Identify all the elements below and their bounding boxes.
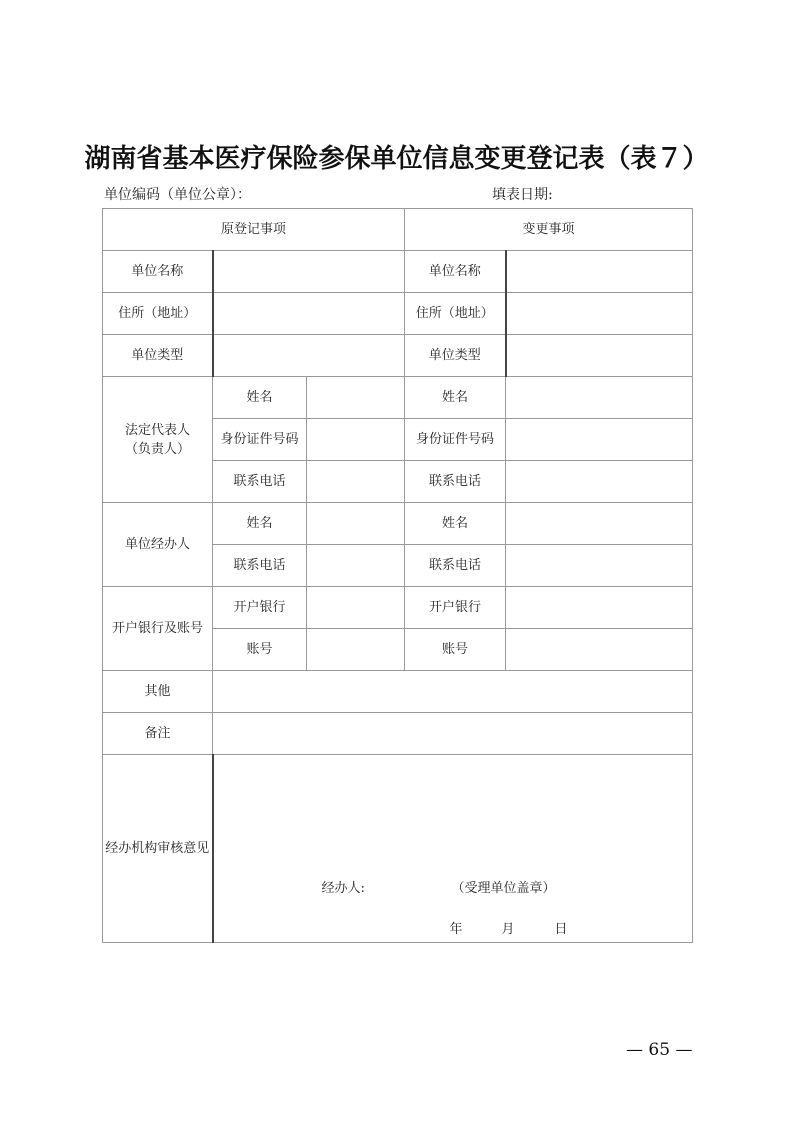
reviewer-label: 经办人: (321, 881, 365, 896)
label-bank-new: 开户银行 (405, 587, 506, 629)
input-review[interactable] (213, 755, 693, 943)
month-label: 月 (501, 922, 515, 937)
seal-label: （受理单位盖章） (451, 881, 556, 896)
label-legal-rep-id-new: 身份证件号码 (405, 419, 506, 461)
input-remarks[interactable] (213, 713, 693, 755)
label-account-new: 账号 (405, 629, 506, 671)
input-orig-legal-rep-id[interactable] (307, 419, 405, 461)
label-handler-name-new: 姓名 (405, 503, 506, 545)
label-legal-rep-phone-new: 联系电话 (405, 461, 506, 503)
registration-form-table (102, 208, 693, 943)
table-row (103, 671, 693, 713)
label-legal-rep-id: 身份证件号码 (213, 419, 307, 461)
table-row (103, 293, 693, 335)
input-new-unit-type[interactable] (506, 335, 693, 377)
input-new-legal-rep-name[interactable] (506, 377, 693, 419)
input-new-address[interactable] (506, 293, 693, 335)
label-handler-name: 姓名 (213, 503, 307, 545)
table-row (103, 503, 693, 545)
page-number: — 65 — (626, 1040, 693, 1060)
table-row (103, 251, 693, 293)
label-bank: 开户银行 (213, 587, 307, 629)
label-handler-phone-new: 联系电话 (405, 545, 506, 587)
input-new-unit-name[interactable] (506, 251, 693, 293)
input-orig-handler-phone[interactable] (307, 545, 405, 587)
input-orig-legal-rep-name[interactable] (307, 377, 405, 419)
header-original: 原登记事项 (103, 209, 405, 251)
label-remarks: 备注 (103, 713, 213, 755)
table-row (103, 713, 693, 755)
label-unit-name-new: 单位名称 (405, 251, 506, 293)
legal-rep-title: 法定代表人 (124, 422, 190, 438)
label-other: 其他 (103, 671, 213, 713)
input-orig-legal-rep-phone[interactable] (307, 461, 405, 503)
input-orig-unit-name[interactable] (213, 251, 405, 293)
label-handler: 单位经办人 (103, 503, 213, 587)
input-orig-address[interactable] (213, 293, 405, 335)
year-label: 年 (449, 922, 463, 937)
unit-code-label: 单位编码（单位公章）： (104, 187, 251, 203)
input-orig-account[interactable] (307, 629, 405, 671)
table-row (103, 377, 693, 419)
input-orig-unit-type[interactable] (213, 335, 405, 377)
table-header-row (103, 209, 693, 251)
input-other[interactable] (213, 671, 693, 713)
label-legal-rep-name: 姓名 (213, 377, 307, 419)
label-unit-type: 单位类型 (103, 335, 213, 377)
label-address-new: 住所（地址） (405, 293, 506, 335)
label-review: 经办机构审核意见 (103, 755, 213, 943)
legal-rep-subtitle: （负责人） (124, 441, 190, 457)
input-orig-handler-name[interactable] (307, 503, 405, 545)
table-row (103, 335, 693, 377)
input-new-bank[interactable] (506, 587, 693, 629)
label-unit-type-new: 单位类型 (405, 335, 506, 377)
label-bank-group: 开户银行及账号 (103, 587, 213, 671)
input-new-handler-phone[interactable] (506, 545, 693, 587)
page-title: 湖南省基本医疗保险参保单位信息变更登记表（表７） (84, 144, 709, 174)
label-account: 账号 (213, 629, 307, 671)
input-new-legal-rep-id[interactable] (506, 419, 693, 461)
input-new-legal-rep-phone[interactable] (506, 461, 693, 503)
fill-date-label: 填表日期: (492, 187, 553, 203)
label-address: 住所（地址） (103, 293, 213, 335)
day-label: 日 (554, 922, 568, 937)
header-changed: 变更事项 (405, 209, 693, 251)
table-row (103, 587, 693, 629)
input-new-account[interactable] (506, 629, 693, 671)
input-new-handler-name[interactable] (506, 503, 693, 545)
label-unit-name: 单位名称 (103, 251, 213, 293)
table-row (103, 755, 693, 943)
label-handler-phone: 联系电话 (213, 545, 307, 587)
input-orig-bank[interactable] (307, 587, 405, 629)
label-legal-rep (103, 377, 213, 503)
label-legal-rep-phone: 联系电话 (213, 461, 307, 503)
label-legal-rep-name-new: 姓名 (405, 377, 506, 419)
